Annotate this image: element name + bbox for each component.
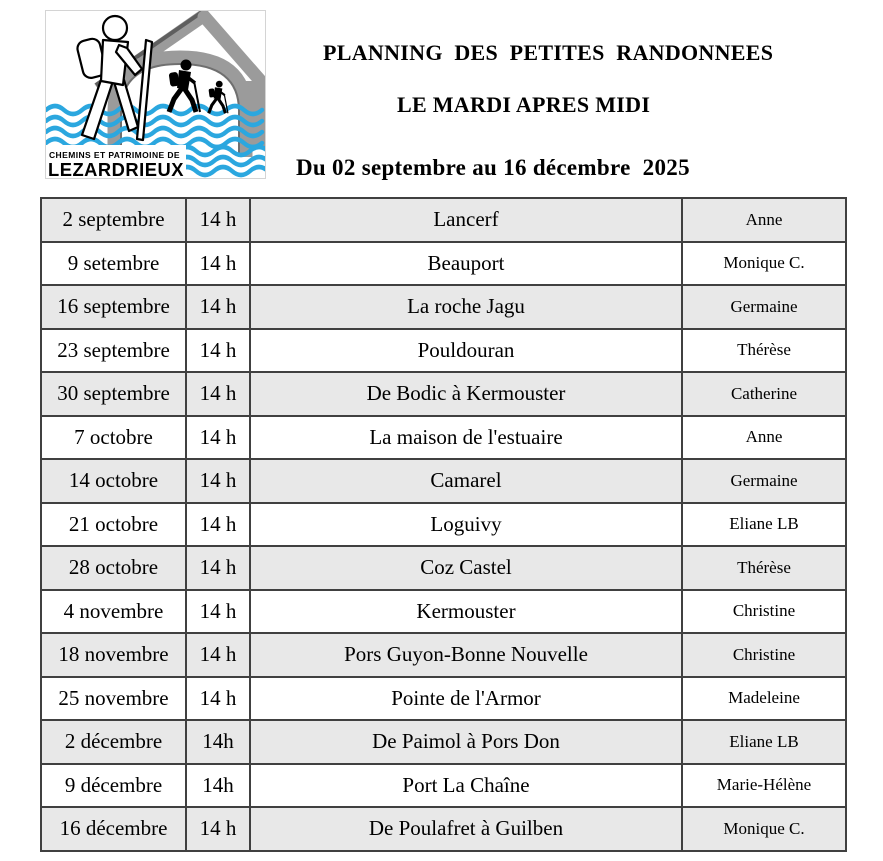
time-cell: 14h [186,720,250,764]
table-row [41,372,846,416]
leader-cell: Marie-Hélène [682,764,846,808]
location-cell: Coz Castel [250,546,682,590]
time-cell: 14 h [186,242,250,286]
page-title: PLANNING DES PETITES RANDONNEES [323,40,774,65]
location-cell: Pointe de l'Armor [250,677,682,721]
leader-cell: Germaine [682,285,846,329]
time-cell: 14 h [186,372,250,416]
time-cell: 14 h [186,633,250,677]
date-cell: 16 septembre [41,285,186,329]
time-cell: 14 h [186,546,250,590]
leader-cell: Anne [682,198,846,242]
date-cell: 9 setembre [41,242,186,286]
table-row [41,546,846,590]
time-cell: 14 h [186,329,250,373]
date-cell: 18 novembre [41,633,186,677]
location-cell: Port La Chaîne [250,764,682,808]
date-cell: 21 octobre [41,503,186,547]
location-cell: La maison de l'estuaire [250,416,682,460]
table-row [41,764,846,808]
leader-cell: Eliane LB [682,503,846,547]
leader-cell: Anne [682,416,846,460]
table-row [41,242,846,286]
date-cell: 14 octobre [41,459,186,503]
time-cell: 14 h [186,198,250,242]
location-cell: Kermouster [250,590,682,634]
time-cell: 14 h [186,285,250,329]
table-row [41,459,846,503]
location-cell: Pors Guyon-Bonne Nouvelle [250,633,682,677]
date-cell: 2 décembre [41,720,186,764]
table-row [41,285,846,329]
leader-cell: Madeleine [682,677,846,721]
date-cell: 9 décembre [41,764,186,808]
time-cell: 14 h [186,416,250,460]
location-cell: Beauport [250,242,682,286]
page-subtitle: LE MARDI APRES MIDI [397,92,651,117]
table-row [41,677,846,721]
leader-cell: Catherine [682,372,846,416]
leader-cell: Thérèse [682,329,846,373]
time-cell: 14 h [186,677,250,721]
location-cell: La roche Jagu [250,285,682,329]
logo-org-line1: CHEMINS ET PATRIMOINE DE [49,150,181,160]
date-cell: 7 octobre [41,416,186,460]
leader-cell: Monique C. [682,242,846,286]
date-cell: 4 novembre [41,590,186,634]
date-cell: 30 septembre [41,372,186,416]
table-row [41,807,846,851]
date-cell: 16 décembre [41,807,186,851]
planning-table [40,197,847,852]
date-cell: 28 octobre [41,546,186,590]
location-cell: De Paimol à Pors Don [250,720,682,764]
location-cell: De Bodic à Kermouster [250,372,682,416]
location-cell: Pouldouran [250,329,682,373]
location-cell: De Poulafret à Guilben [250,807,682,851]
location-cell: Camarel [250,459,682,503]
leader-cell: Germaine [682,459,846,503]
date-cell: 25 novembre [41,677,186,721]
date-cell: 2 septembre [41,198,186,242]
leader-cell: Thérèse [682,546,846,590]
time-cell: 14h [186,764,250,808]
time-cell: 14 h [186,807,250,851]
table-row [41,633,846,677]
table-row [41,720,846,764]
table-row [41,416,846,460]
location-cell: Lancerf [250,198,682,242]
leader-cell: Eliane LB [682,720,846,764]
logo-org-line2: LEZARDRIEUX [48,159,185,178]
location-cell: Loguivy [250,503,682,547]
time-cell: 14 h [186,503,250,547]
table-row [41,503,846,547]
leader-cell: Christine [682,590,846,634]
leader-cell: Christine [682,633,846,677]
table-row [41,590,846,634]
leader-cell: Monique C. [682,807,846,851]
time-cell: 14 h [186,590,250,634]
time-cell: 14 h [186,459,250,503]
table-row [41,198,846,242]
club-logo [45,10,266,179]
date-cell: 23 septembre [41,329,186,373]
table-row [41,329,846,373]
date-range: Du 02 septembre au 16 décembre 2025 [296,155,690,180]
